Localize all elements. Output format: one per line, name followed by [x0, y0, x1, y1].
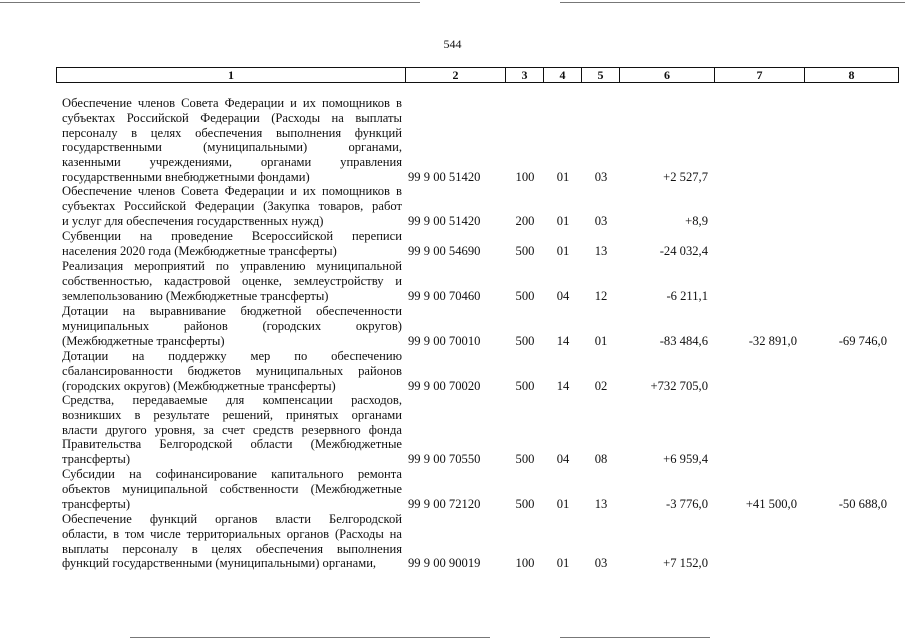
description-line: муниципальных районов (городских округов) [62, 318, 402, 333]
description-line: Средства, передаваемые для компенсации расходов, [62, 393, 402, 407]
column-header-2: 2 [406, 68, 506, 83]
description-line: государственными внебюджетными фондами) [62, 169, 310, 184]
amount-col-8: -69 746,0 [838, 333, 887, 348]
expense-type-code: 500 [515, 243, 535, 258]
section-code: 01 [556, 243, 570, 258]
column-header-8: 8 [805, 68, 899, 83]
budget-code: 99 9 00 51420 [408, 213, 481, 228]
expense-type-code: 500 [515, 496, 535, 511]
table-row [0, 467, 905, 511]
description-line: субъектах Российской Федерации (Расходы на выплаты [62, 110, 402, 125]
budget-code: 99 9 00 72120 [408, 496, 481, 511]
section-code: 14 [556, 378, 570, 393]
amount-col-6: -24 032,4 [659, 243, 708, 258]
amount-col-6: +7 152,0 [663, 556, 708, 571]
expense-type-code: 200 [515, 213, 535, 228]
description-line: трансферты) [62, 452, 131, 467]
description-line: сбалансированности бюджетов муниципальных районов [62, 363, 402, 378]
description-line: населения 2020 года (Межбюджетные трансферты) [62, 243, 337, 258]
subsection-code: 08 [594, 452, 608, 467]
description-line: землепользованию (Межбюджетные трансферты) [62, 288, 329, 303]
row-description [62, 467, 402, 511]
table-row [0, 96, 905, 185]
column-header-5: 5 [582, 68, 620, 83]
amount-col-6: -83 484,6 [659, 333, 708, 348]
budget-code: 99 9 00 51420 [408, 170, 481, 184]
section-code: 01 [556, 170, 570, 184]
expense-type-code: 100 [515, 556, 535, 571]
description-line: выплаты персоналу в целях обеспечения выполнения [62, 541, 402, 556]
row-description [62, 393, 402, 467]
table-row [0, 259, 905, 303]
table-row [0, 304, 905, 348]
budget-code: 99 9 00 70020 [408, 378, 481, 393]
description-line: Реализация мероприятий по управлению муниципальной [62, 259, 402, 273]
row-description [62, 512, 402, 571]
description-line: Обеспечение функций органов власти Белгородской [62, 512, 402, 526]
amount-col-6: +2 527,7 [663, 170, 708, 184]
row-description [62, 96, 402, 185]
amount-col-7: -32 891,0 [748, 333, 797, 348]
description-line: государственными (муниципальными) органами, [62, 140, 402, 155]
row-description [62, 349, 402, 393]
section-code: 01 [556, 496, 570, 511]
expense-type-code: 500 [515, 288, 535, 303]
amount-col-6: +8,9 [685, 213, 708, 228]
table-row [0, 512, 905, 571]
row-description [62, 229, 402, 259]
description-line: собственностью, кадастровой оценке, землеустройству и [62, 273, 402, 288]
section-code: 14 [556, 333, 570, 348]
description-line: объектов муниципальной собственности (Межбюджетные [62, 481, 402, 496]
column-header-1: 1 [57, 68, 406, 83]
section-code: 01 [556, 556, 570, 571]
description-line: Дотации на выравнивание бюджетной обеспеченности [62, 304, 402, 318]
section-code: 04 [556, 452, 570, 467]
amount-col-6: +732 705,0 [650, 378, 708, 393]
column-header-4: 4 [544, 68, 582, 83]
row-description [62, 184, 402, 228]
table-row [0, 229, 905, 259]
subsection-code: 01 [594, 333, 608, 348]
expense-type-code: 100 [515, 170, 535, 184]
description-line: (Межбюджетные трансферты) [62, 333, 225, 348]
description-line: (городских округов) (Межбюджетные трансферты) [62, 378, 336, 393]
page-number: 544 [443, 37, 462, 51]
budget-code: 99 9 00 70460 [408, 288, 481, 303]
budget-code: 99 9 00 70550 [408, 452, 481, 467]
description-line: Обеспечение членов Совета Федерации и их помощников в [62, 96, 402, 110]
amount-col-6: +6 959,4 [663, 452, 708, 467]
subsection-code: 13 [594, 496, 608, 511]
budget-code: 99 9 00 70010 [408, 333, 481, 348]
description-line: Обеспечение членов Совета Федерации и их помощников в [62, 184, 402, 198]
budget-code: 99 9 00 54690 [408, 243, 481, 258]
expense-type-code: 500 [515, 378, 535, 393]
description-line: возникших в результате решений, принятых органами [62, 407, 402, 422]
subsection-code: 13 [594, 243, 608, 258]
description-line: субъектах Российской Федерации (Закупка товаров, работ [62, 198, 402, 213]
description-line: и услуг для обеспечения государственных нужд) [62, 213, 324, 228]
budget-code: 99 9 00 90019 [408, 556, 481, 571]
table-row [0, 184, 905, 228]
description-line: Правительства Белгородской области (Межбюджетные [62, 437, 402, 452]
description-line: трансферты) [62, 496, 131, 511]
section-code: 01 [556, 213, 570, 228]
description-line: Дотации на поддержку мер по обеспечению [62, 349, 402, 363]
description-line: власти другого уровня, за счет средств резервного фонда [62, 422, 402, 437]
subsection-code: 03 [594, 556, 608, 571]
amount-col-6: -6 211,1 [666, 288, 708, 303]
description-line: функций государственными (муниципальными) органами, [62, 556, 377, 571]
subsection-code: 02 [594, 378, 608, 393]
description-line: Субвенции на проведение Всероссийской переписи [62, 229, 402, 243]
subsection-code: 03 [594, 170, 608, 184]
amount-col-7: +41 500,0 [745, 496, 797, 511]
section-code: 04 [556, 288, 570, 303]
subsection-code: 03 [594, 213, 608, 228]
description-line: Субсидии на софинансирование капитального ремонта [62, 467, 402, 481]
subsection-code: 12 [594, 288, 608, 303]
expense-type-code: 500 [515, 333, 535, 348]
amount-col-6: -3 776,0 [666, 496, 708, 511]
table-row [0, 349, 905, 393]
expense-type-code: 500 [515, 452, 535, 467]
row-description [62, 259, 402, 303]
table-row [0, 393, 905, 467]
row-description [62, 304, 402, 348]
column-header-7: 7 [715, 68, 805, 83]
description-line: области, в том числе территориальных органов (Расходы на [62, 526, 402, 541]
amount-col-8: -50 688,0 [838, 496, 887, 511]
column-header-6: 6 [620, 68, 715, 83]
description-line: персоналу в целях обеспечения выполнения функций [62, 125, 402, 140]
description-line: казенными учреждениями, органами управления [62, 155, 402, 170]
column-header-3: 3 [506, 68, 544, 83]
